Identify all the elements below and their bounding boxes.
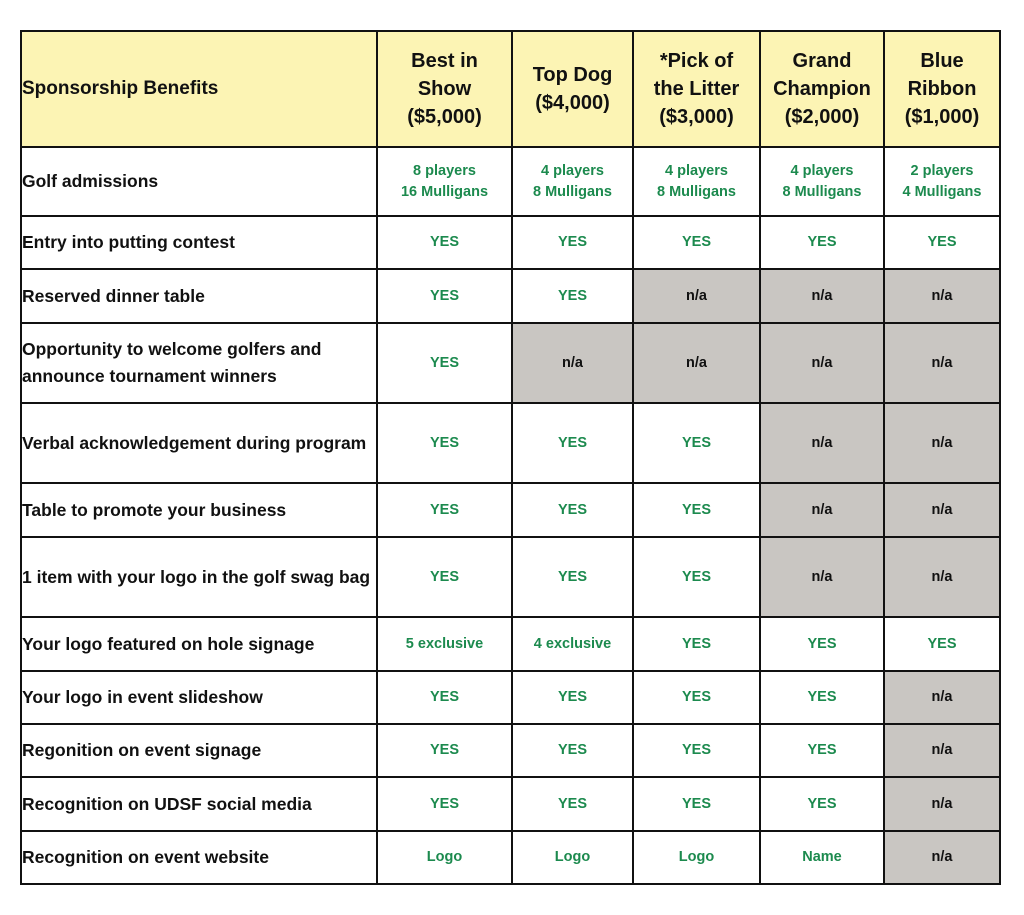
benefit-label: Recognition on UDSF social media	[21, 777, 377, 831]
table-row	[21, 724, 1000, 777]
not-available-cell: n/a	[884, 671, 1000, 724]
tier-name: the Litter	[653, 78, 740, 100]
tier-name: Best in	[411, 50, 478, 72]
table-row	[21, 537, 1000, 617]
benefit-value: YES	[884, 617, 1000, 671]
table-row	[21, 483, 1000, 537]
table-row	[21, 269, 1000, 323]
benefit-value: Name	[760, 831, 884, 884]
tier-price: ($5,000)	[407, 106, 482, 128]
benefit-value: YES	[633, 483, 760, 537]
tier-header	[512, 31, 633, 147]
benefit-value: YES	[377, 216, 512, 269]
benefit-value: YES	[633, 216, 760, 269]
benefit-value: YES	[377, 777, 512, 831]
benefit-label: Verbal acknowledgement during program	[21, 403, 377, 483]
benefit-value: YES	[760, 777, 884, 831]
tier-header	[377, 31, 512, 147]
tier-header	[884, 31, 1000, 147]
benefit-label: Golf admissions	[21, 147, 377, 216]
not-available-cell: n/a	[512, 323, 633, 403]
not-available-cell: n/a	[760, 323, 884, 403]
table-row	[21, 147, 1000, 216]
benefit-value: YES	[884, 216, 1000, 269]
benefit-value: YES	[512, 216, 633, 269]
benefit-value: YES	[512, 671, 633, 724]
benefit-value: YES	[377, 724, 512, 777]
benefit-value-line: 4 players	[665, 162, 728, 179]
table-row	[21, 403, 1000, 483]
benefit-value: 5 exclusive	[377, 617, 512, 671]
table-row	[21, 671, 1000, 724]
not-available-cell: n/a	[760, 403, 884, 483]
not-available-cell: n/a	[884, 777, 1000, 831]
benefit-value	[377, 147, 512, 216]
benefit-value: YES	[633, 724, 760, 777]
benefit-label: Opportunity to welcome golfers and announce tournament winners	[21, 323, 377, 403]
benefit-label: Table to promote your business	[21, 483, 377, 537]
table-row	[21, 323, 1000, 403]
benefit-value: YES	[633, 777, 760, 831]
benefit-value	[633, 147, 760, 216]
tier-price: ($2,000)	[784, 106, 860, 128]
sponsorship-table	[20, 30, 1001, 885]
benefit-value-line: 2 players	[910, 162, 974, 179]
benefit-value-line: 4 players	[541, 162, 604, 179]
benefit-value: YES	[377, 323, 512, 403]
benefit-label: Reserved dinner table	[21, 269, 377, 323]
benefit-label: Recognition on event website	[21, 831, 377, 884]
not-available-cell: n/a	[884, 537, 1000, 617]
benefit-value: YES	[512, 269, 633, 323]
benefit-value-line: 4 Mulligans	[902, 183, 982, 200]
benefit-value-line: 8 Mulligans	[657, 183, 736, 200]
benefit-value: YES	[760, 216, 884, 269]
benefit-value: YES	[377, 671, 512, 724]
benefit-value-line: 16 Mulligans	[400, 183, 489, 200]
benefit-value: YES	[633, 537, 760, 617]
tier-name: *Pick of	[659, 50, 734, 72]
benefit-label: Entry into putting contest	[21, 216, 377, 269]
tier-header	[633, 31, 760, 147]
benefit-value-line: 4 players	[790, 162, 854, 179]
tier-header	[760, 31, 884, 147]
benefit-value-line: 8 Mulligans	[782, 183, 862, 200]
not-available-cell: n/a	[884, 269, 1000, 323]
benefit-value: YES	[512, 537, 633, 617]
not-available-cell: n/a	[633, 323, 760, 403]
benefit-value: Logo	[377, 831, 512, 884]
benefit-value: YES	[512, 724, 633, 777]
table-body	[21, 147, 1000, 884]
benefit-value: YES	[760, 724, 884, 777]
not-available-cell: n/a	[884, 831, 1000, 884]
benefit-value: YES	[377, 537, 512, 617]
table-row	[21, 216, 1000, 269]
benefit-value: 4 exclusive	[512, 617, 633, 671]
benefit-value: YES	[377, 269, 512, 323]
benefit-label: 1 item with your logo in the golf swag bag	[21, 537, 377, 617]
not-available-cell: n/a	[884, 483, 1000, 537]
table-row	[21, 617, 1000, 671]
not-available-cell: n/a	[760, 537, 884, 617]
not-available-cell: n/a	[884, 724, 1000, 777]
benefit-value: YES	[633, 403, 760, 483]
table-row	[21, 777, 1000, 831]
not-available-cell: n/a	[760, 269, 884, 323]
benefit-value: Logo	[512, 831, 633, 884]
benefit-value	[512, 147, 633, 216]
benefit-label: Your logo featured on hole signage	[21, 617, 377, 671]
header-row	[21, 31, 1000, 147]
tier-name: Top Dog	[532, 64, 613, 86]
benefit-value: YES	[633, 617, 760, 671]
benefit-value: YES	[633, 671, 760, 724]
benefit-label: Regonition on event signage	[21, 724, 377, 777]
benefit-value	[760, 147, 884, 216]
benefit-value: YES	[512, 483, 633, 537]
tier-name: Blue	[920, 50, 964, 72]
benefit-value: YES	[512, 777, 633, 831]
benefit-value: YES	[760, 671, 884, 724]
not-available-cell: n/a	[633, 269, 760, 323]
tier-name: Champion	[773, 78, 871, 100]
benefit-value: Logo	[633, 831, 760, 884]
benefit-value-line: 8 players	[413, 162, 476, 179]
benefit-value: YES	[760, 617, 884, 671]
benefit-column-header: Sponsorship Benefits	[21, 31, 377, 147]
tier-name: Show	[417, 78, 472, 100]
tier-price: ($4,000)	[535, 92, 610, 114]
benefit-value: YES	[377, 483, 512, 537]
not-available-cell: n/a	[884, 323, 1000, 403]
not-available-cell: n/a	[760, 483, 884, 537]
tier-price: ($1,000)	[904, 106, 980, 128]
tier-name: Grand	[792, 50, 852, 72]
tier-name: Ribbon	[907, 78, 977, 100]
benefit-value: YES	[512, 403, 633, 483]
tier-price: ($3,000)	[659, 106, 734, 128]
not-available-cell: n/a	[884, 403, 1000, 483]
benefit-value-line: 8 Mulligans	[533, 183, 612, 200]
benefit-value	[884, 147, 1000, 216]
table-row	[21, 831, 1000, 884]
benefit-value: YES	[377, 403, 512, 483]
benefit-label: Your logo in event slideshow	[21, 671, 377, 724]
